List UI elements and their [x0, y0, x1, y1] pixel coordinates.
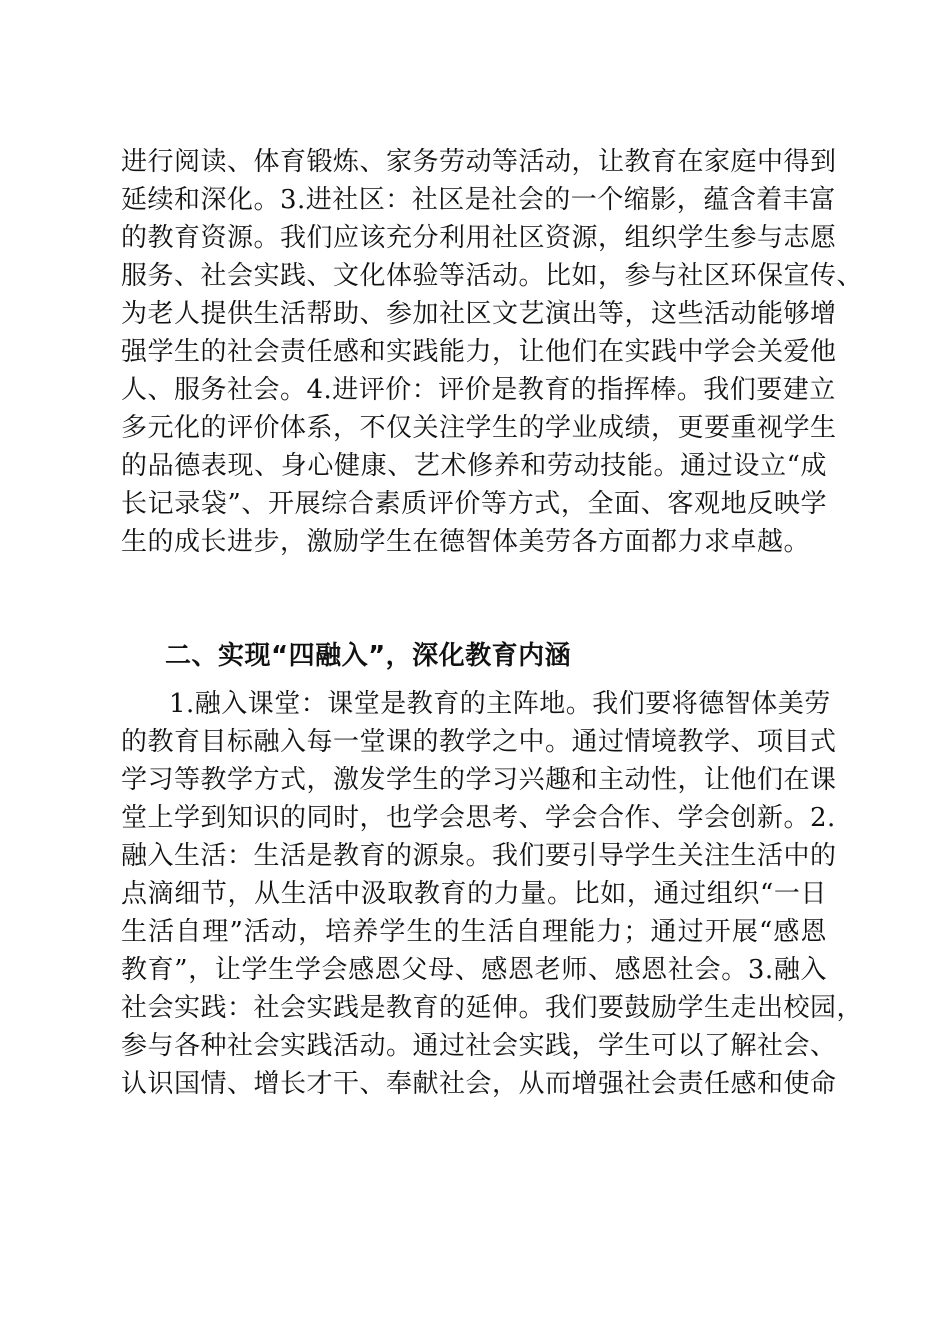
- text-line: 社会实践：社会实践是教育的延伸。我们要鼓励学生走出校园，: [121, 993, 864, 1023]
- text-line: 为老人提供生活帮助、参加社区文艺演出等，这些活动能够增: [121, 299, 837, 329]
- text-line: 人、服务社会。4.进评价：评价是教育的指挥棒。我们要建立: [121, 375, 836, 405]
- paragraph-block-2: [121, 685, 864, 1103]
- text-line: 延续和深化。3.进社区：社区是社会的一个缩影，蕴含着丰富: [121, 185, 836, 215]
- text-line: 生活自理”活动，培养学生的生活自理能力；通过开展“感恩: [121, 917, 827, 947]
- text-line: 生的成长进步，激励学生在德智体美劳各方面都力求卓越。: [121, 527, 811, 557]
- text-line: 点滴细节，从生活中汲取教育的力量。比如，通过组织“一日: [121, 879, 827, 909]
- section-heading: 二、实现“四融入”，深化教育内涵: [165, 641, 572, 671]
- text-line: 认识国情、增长才干、奉献社会，从而增强社会责任感和使命: [121, 1069, 837, 1099]
- text-line: 进行阅读、体育锻炼、家务劳动等活动，让教育在家庭中得到: [121, 147, 837, 177]
- text-line: 的教育目标融入每一堂课的教学之中。通过情境教学、项目式: [121, 727, 837, 757]
- section-heading-block: [121, 637, 827, 675]
- text-line: 融入生活：生活是教育的源泉。我们要引导学生关注生活中的: [121, 841, 837, 871]
- text-line: 服务、社会实践、文化体验等活动。比如，参与社区环保宣传、: [121, 261, 864, 291]
- text-line: 强学生的社会责任感和实践能力，让他们在实践中学会关爱他: [121, 337, 837, 367]
- text-line: 的品德表现、身心健康、艺术修养和劳动技能。通过设立“成: [121, 451, 827, 481]
- text-line: 长记录袋”、开展综合素质评价等方式，全面、客观地反映学: [121, 489, 827, 519]
- text-line: 学习等教学方式，激发学生的学习兴趣和主动性，让他们在课: [121, 765, 837, 795]
- text-line: 堂上学到知识的同时，也学会思考、学会合作、学会创新。2.: [121, 803, 836, 833]
- text-line: 1.融入课堂：课堂是教育的主阵地。我们要将德智体美劳: [169, 689, 831, 719]
- text-line: 的教育资源。我们应该充分利用社区资源，组织学生参与志愿: [121, 223, 837, 253]
- paragraph-block-1: [121, 143, 864, 561]
- text-line: 教育”，让学生学会感恩父母、感恩老师、感恩社会。3.融入: [121, 955, 827, 985]
- text-line: 参与各种社会实践活动。通过社会实践，学生可以了解社会、: [121, 1031, 837, 1061]
- text-line: 多元化的评价体系，不仅关注学生的学业成绩，更要重视学生: [121, 413, 837, 443]
